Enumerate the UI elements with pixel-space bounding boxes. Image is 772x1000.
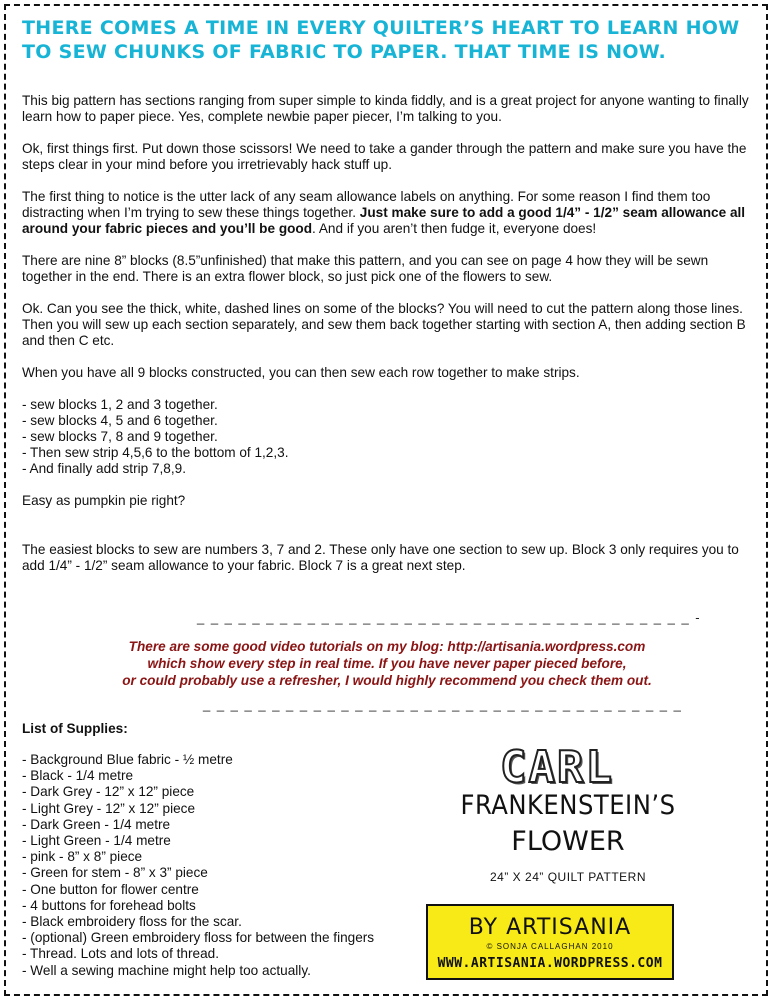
supply-item: - Black - 1/4 metre — [22, 768, 134, 784]
supplies-list — [22, 752, 374, 979]
supply-item: - pink - 8” x 8” piece — [22, 849, 143, 865]
easiest-blocks-paragraph: The easiest blocks to sew are numbers 3, 7 and 2. These only have one section to sew up. Block 3 only requires you to add 1/4” - 1/2” seam allowance to your fabric. Block 7 is a great next step. — [22, 542, 739, 573]
brand-copyright: © SONJA CALLAGHAN 2010 — [486, 942, 614, 951]
sewing-steps-list — [22, 397, 752, 477]
pattern-title-carl: CARL — [500, 742, 614, 793]
seam-text-bold: Just make sure to add a good 1/4” - 1/2” seam allowance all around your fabric pieces and you’ll be good — [22, 205, 746, 236]
step-item: - Then sew strip 4,5,6 to the bottom of 1,2,3. — [22, 445, 289, 460]
blocks-paragraph: There are nine 8” blocks (8.5”unfinished) that make this pattern, and you can see on page 4 how they will be sewn together in the end. There is an extra flower block, so just pick one of the flowers to sew. — [22, 253, 709, 284]
pattern-title-frankenstein: FRANKENSTEIN’S — [460, 790, 676, 821]
page-headline: THERE COMES A TIME IN EVERY QUILTER’S HEART TO LEARN HOW TO SEW CHUNKS OF FABRIC TO PAPER. THAT TIME IS NOW. — [22, 17, 740, 63]
pumpkin-pie-paragraph: Easy as pumpkin pie right? — [22, 493, 186, 508]
supply-item: - (optional) Green embroidery floss for between the fingers — [22, 930, 375, 946]
dashed-lines-paragraph: Ok. Can you see the thick, white, dashed lines on some of the blocks? You will need to cut the pattern along those lines. Then you will sew up each section separately, and sew them back together starting with section A, then adding section B and then C etc. — [22, 301, 746, 348]
seam-text-start: The first thing to notice is the utter lack of any seam allowance labels on anything. For some reason I find them too distracting when I’m trying to sew these things together. — [22, 189, 711, 220]
step-item: - sew blocks 7, 8 and 9 together. — [22, 429, 218, 444]
brand-box — [426, 904, 674, 980]
rows-paragraph: When you have all 9 blocks constructed, you can then sew each row together to make strips. — [22, 365, 580, 380]
supply-item: - 4 buttons for forehead bolts — [22, 897, 196, 913]
blog-note-line: or could probably use a refresher, I would highly recommend you check them out. — [122, 673, 652, 688]
supply-item: - One button for flower centre — [22, 881, 199, 897]
instructions-body — [22, 93, 752, 590]
supply-item: - Background Blue fabric - ½ metre — [22, 752, 233, 767]
separator-top: _ _ _ _ _ _ _ _ _ _ _ _ _ _ _ _ _ _ _ _ _ _ _ _ _ _ _ _ _ _ _ _ _ _ _ _ - — [197, 610, 702, 625]
supply-item: - Light Grey - 12” x 12” piece — [22, 800, 196, 816]
scissors-paragraph: Ok, first things first. Put down those scissors! We need to take a gander through the pattern and make sure you have the steps clear in your mind before you irretrievably hack stuff up. — [22, 141, 747, 172]
pattern-size-subtitle: 24” X 24” QUILT PATTERN — [490, 870, 646, 884]
brand-url: WWW.ARTISANIA.WORDPRESS.COM — [437, 956, 663, 971]
supply-item: - Green for stem - 8” x 3” piece — [22, 865, 208, 881]
supply-item: - Well a sewing machine might help too actually. — [22, 962, 311, 978]
supply-item: - Dark Grey - 12” x 12” piece — [22, 784, 195, 800]
intro-paragraph: This big pattern has sections ranging from super simple to kinda fiddly, and is a great project for anyone wanting to finally learn how to paper piece. Yes, complete newbie paper piecer, I’m talking to you. — [22, 93, 749, 124]
step-item: - sew blocks 4, 5 and 6 together. — [22, 413, 218, 428]
blog-note-line: There are some good video tutorials on my blog: http://artisania.wordpress.com — [128, 639, 646, 654]
supplies-heading: List of Supplies: — [22, 721, 128, 736]
step-item: - And finally add strip 7,8,9. — [22, 461, 186, 476]
step-item: - sew blocks 1, 2 and 3 together. — [22, 397, 218, 412]
supply-item: - Thread. Lots and lots of thread. — [22, 946, 219, 962]
supply-item: - Light Green - 1/4 metre — [22, 833, 171, 849]
separator-bottom: _ _ _ _ _ _ _ _ _ _ _ _ _ _ _ _ _ _ _ _ _ _ _ _ _ _ _ _ _ _ _ _ _ _ _ — [203, 697, 683, 712]
supply-item: - Black embroidery floss for the scar. — [22, 914, 242, 930]
seam-allowance-paragraph — [22, 189, 752, 237]
supply-item: - Dark Green - 1/4 metre — [22, 816, 171, 832]
seam-text-end: . And if you aren’t then fudge it, everyone does! — [312, 221, 597, 236]
brand-name: BY ARTISANIA — [468, 915, 632, 940]
blog-note — [22, 638, 752, 689]
pattern-title-flower: FLOWER — [511, 826, 625, 857]
blog-note-line: which show every step in real time. If you have never paper pieced before, — [147, 656, 627, 671]
